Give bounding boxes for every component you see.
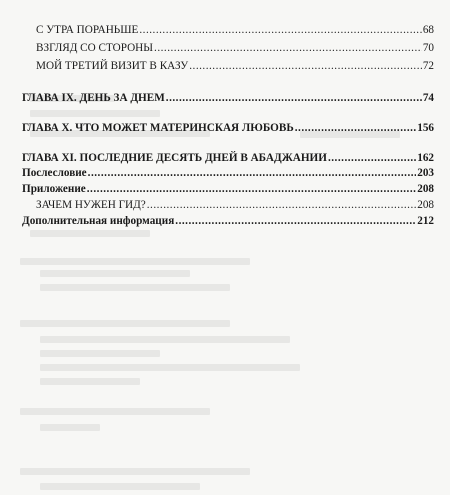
toc-entry-page: 68	[422, 24, 434, 36]
toc-section	[22, 214, 434, 228]
toc-section	[22, 166, 434, 180]
toc-entry-page: 203	[417, 167, 434, 179]
leader-dots	[87, 182, 416, 196]
toc-entry-title: Послесловие	[22, 167, 87, 179]
leader-dots	[147, 198, 417, 212]
toc-section	[22, 182, 434, 196]
toc-entry-page: 162	[417, 152, 434, 164]
toc-entry-title: Приложение	[22, 183, 86, 195]
leader-dots	[175, 214, 416, 228]
toc-entry	[36, 198, 434, 212]
toc-entry-title: Дополнительная информация	[22, 215, 175, 227]
toc-entry	[36, 59, 434, 73]
toc-entry-page: 208	[417, 183, 434, 195]
toc-entry-title: ГЛАВА IX. ДЕНЬ ЗА ДНЕМ	[22, 92, 165, 104]
toc-entry-page: 156	[417, 122, 434, 134]
toc-entry-title: ЗАЧЕМ НУЖЕН ГИД?	[36, 199, 146, 211]
toc-entry-page: 72	[422, 60, 434, 72]
toc-entry-title: ГЛАВА X. ЧТО МОЖЕТ МАТЕРИНСКАЯ ЛЮБОВЬ	[22, 122, 294, 134]
leader-dots	[139, 23, 421, 37]
leader-dots	[189, 59, 422, 73]
toc-entry-title: С УТРА ПОРАНЬШЕ	[36, 24, 139, 36]
toc-chapter	[22, 91, 434, 105]
leader-dots	[88, 166, 417, 180]
leader-dots	[328, 151, 416, 165]
leader-dots	[166, 91, 422, 105]
toc-entry-page: 74	[422, 92, 434, 104]
toc-entry-page: 70	[422, 42, 434, 54]
toc-entry-title: ВЗГЛЯД СО СТОРОНЫ	[36, 42, 154, 54]
toc-entry-title: МОЙ ТРЕТИЙ ВИЗИТ В КАЗУ	[36, 60, 189, 72]
toc-entry	[36, 23, 434, 37]
toc-entry-title: ГЛАВА XI. ПОСЛЕДНИЕ ДЕСЯТЬ ДНЕЙ В АБАДЖАНИИ	[22, 152, 327, 164]
toc-entry-page: 212	[417, 215, 434, 227]
toc-chapter	[22, 121, 434, 135]
toc-chapter	[22, 151, 434, 165]
toc-entry-page: 208	[417, 199, 434, 211]
leader-dots	[154, 41, 422, 55]
toc-entry	[36, 41, 434, 55]
leader-dots	[295, 121, 417, 135]
